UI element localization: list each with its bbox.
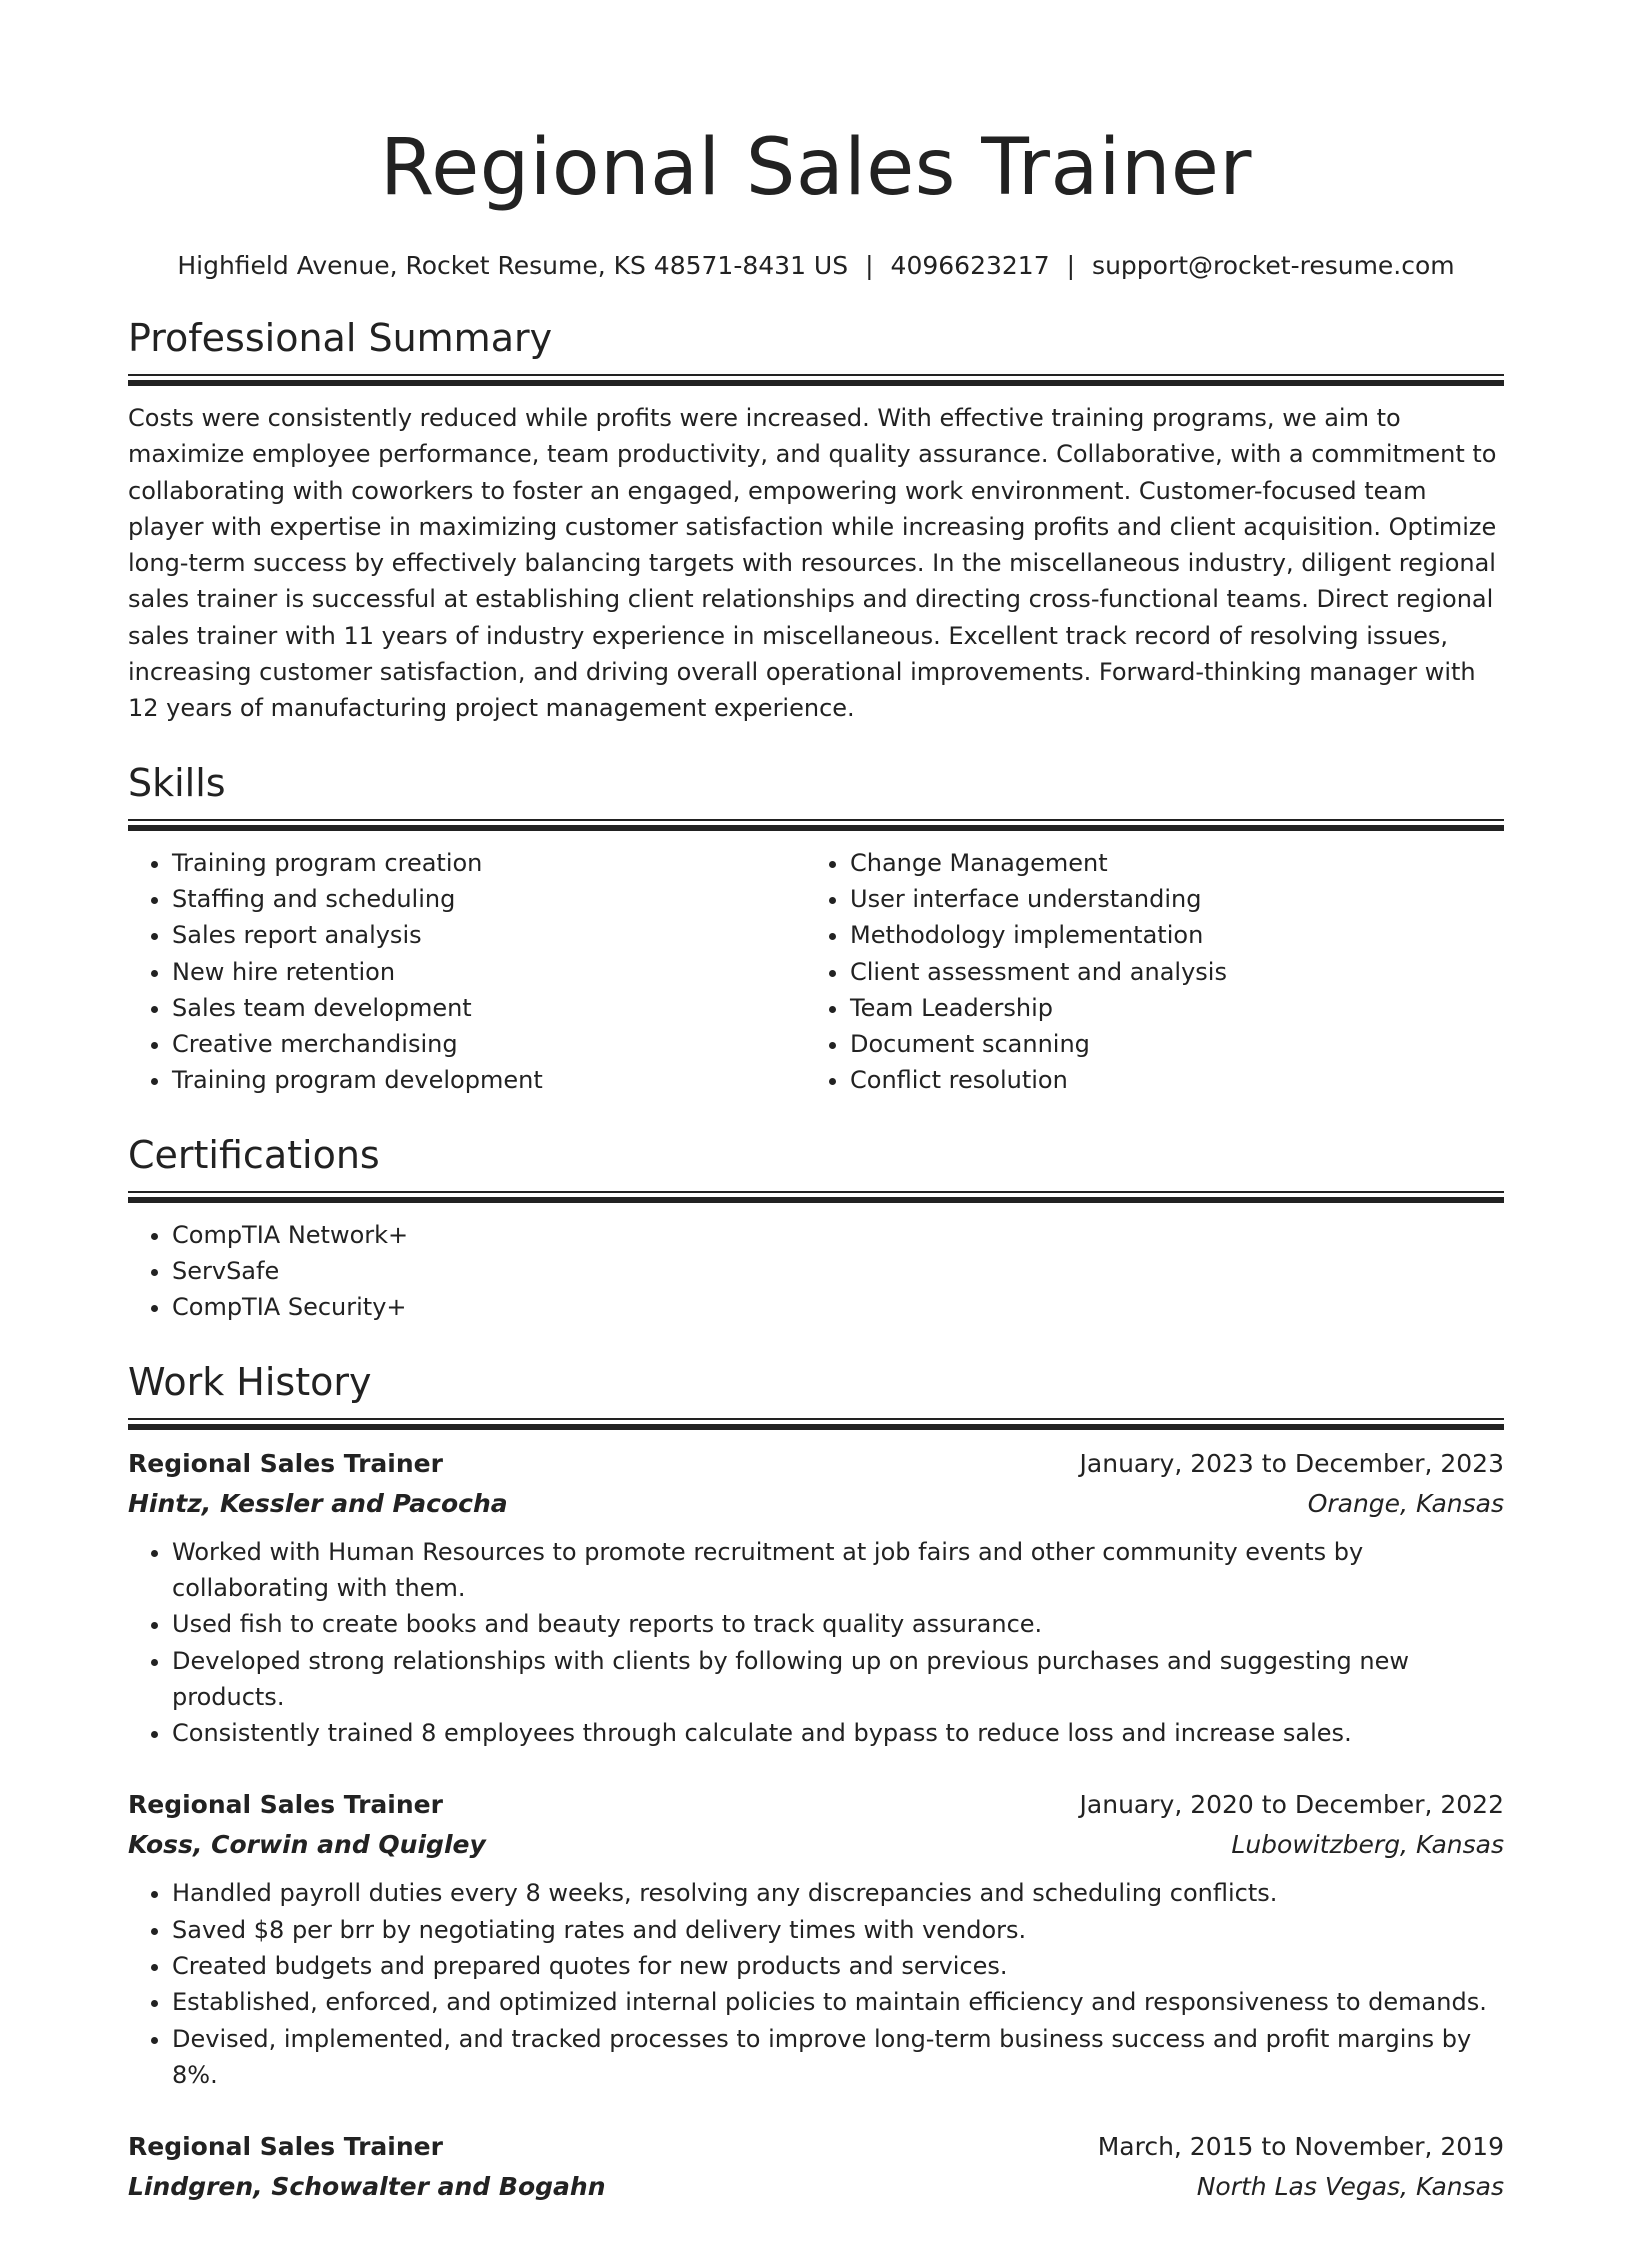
job-dates: January, 2023 to December, 2023 (1079, 1448, 1504, 1478)
skill-item: • User interface understanding (850, 881, 1484, 917)
certification-item: • CompTIA Security+ (172, 1289, 1504, 1325)
skills-columns (128, 845, 1504, 1099)
contact-address: Highfield Avenue, Rocket Resume, KS 48571-8431 US (177, 251, 849, 280)
job-location: Orange, Kansas (1307, 1488, 1504, 1518)
summary-text: Costs were consistently reduced while profits were increased. With effective training programs, we aim to maximize employee performance, team productivity, and quality assurance. Collaborative, with a commitment to collaborating with coworkers to foster an engaged, empowering work environment. Customer-focused team player with expertise in maximizing customer satisfaction while increasing profits and client acquisition. Optimize long-term success by effectively balancing targets with resources. In the miscellaneous industry, diligent regional sales trainer is successful at establishing client relationships and directing cross-functional teams. Direct regional sales trainer with 11 years of industry experience in miscellaneous. Excellent track record of resolving issues, increasing customer satisfaction, and driving overall operational improvements. Forward-thinking manager with 12 years of manufacturing project management experience. (128, 404, 1497, 723)
job-location: Lubowitzberg, Kansas (1231, 1830, 1504, 1860)
job-bullet: • Used fish to create books and beauty reports to track quality assurance. (172, 1606, 1504, 1642)
job-bullet: • Consistently trained 8 employees through calculate and bypass to reduce loss and increase sales. (172, 1715, 1504, 1751)
section-divider (128, 1418, 1504, 1430)
job-company: Hintz, Kessler and Pacocha (128, 1488, 508, 1518)
job-bullet: • Established, enforced, and optimized internal policies to maintain efficiency and responsiveness to demands. (172, 1984, 1504, 2020)
job-bullet: • Developed strong relationships with clients by following up on previous purchases and suggesting new products. (172, 1643, 1504, 1716)
contact-email: support@rocket-resume.com (1092, 251, 1455, 280)
resume-name: Regional Sales Trainer (380, 123, 1252, 213)
job-header-row (128, 2127, 1504, 2167)
skills-column-left (128, 845, 806, 1099)
skill-item: • Sales team development (172, 990, 806, 1026)
job-company-row (128, 1825, 1504, 1865)
job-company-row (128, 2167, 1504, 2207)
skill-item: • Staffing and scheduling (172, 881, 806, 917)
skill-item: • Client assessment and analysis (850, 954, 1484, 990)
section-divider (128, 1191, 1504, 1203)
summary-section (128, 312, 1504, 727)
skill-item: • Conflict resolution (850, 1062, 1484, 1098)
contact-separator: | (1066, 251, 1076, 280)
skill-item: • Sales report analysis (172, 917, 806, 953)
certifications-list (128, 1217, 1504, 1326)
skill-item: • Training program development (172, 1062, 806, 1098)
job-bullet-list (128, 1875, 1504, 2093)
skill-item: • New hire retention (172, 954, 806, 990)
job-title: Regional Sales Trainer (128, 2132, 443, 2162)
skills-column-right (806, 845, 1484, 1099)
certification-item: • CompTIA Network+ (172, 1217, 1504, 1253)
job-bullet: • Handled payroll duties every 8 weeks, resolving any discrepancies and scheduling conflicts. (172, 1875, 1504, 1911)
skills-heading: Skills (128, 760, 226, 805)
contact-phone: 4096623217 (890, 251, 1050, 280)
resume-page (128, 112, 1504, 2241)
summary-heading: Professional Summary (128, 316, 553, 360)
skill-item: • Methodology implementation (850, 917, 1484, 953)
job-bullet: • Saved $8 per brr by negotiating rates and delivery times with vendors. (172, 1912, 1504, 1948)
job-company: Koss, Corwin and Quigley (128, 1830, 486, 1860)
work-history-heading: Work History (128, 1359, 372, 1404)
certifications-section (128, 1129, 1504, 1326)
contact-separator: | (865, 251, 874, 280)
job-entry (128, 1785, 1504, 2093)
skill-item: • Team Leadership (850, 990, 1484, 1026)
contact-line (128, 246, 1504, 286)
job-location: North Las Vegas, Kansas (1196, 2172, 1504, 2202)
skill-item: • Change Management (850, 845, 1484, 881)
job-company-row (128, 1484, 1504, 1524)
section-divider (128, 819, 1504, 831)
job-bullet: • Created budgets and prepared quotes for new products and services. (172, 1948, 1504, 1984)
job-bullet: • Devised, implemented, and tracked processes to improve long-term business success and profit margins by 8%. (172, 2021, 1504, 2094)
skills-list-right (806, 845, 1484, 1099)
certifications-heading: Certifications (128, 1132, 380, 1177)
job-title: Regional Sales Trainer (128, 1448, 443, 1478)
job-dates: January, 2020 to December, 2022 (1079, 1790, 1504, 1820)
job-entry (128, 2127, 1504, 2207)
job-title: Regional Sales Trainer (128, 1790, 443, 1820)
skills-list-left (128, 845, 806, 1099)
job-header-row (128, 1444, 1504, 1484)
job-entry (128, 1444, 1504, 1752)
skill-item: • Creative merchandising (172, 1026, 806, 1062)
skill-item: • Document scanning (850, 1026, 1484, 1062)
certification-item: • ServSafe (172, 1253, 1504, 1289)
job-dates: March, 2015 to November, 2019 (1097, 2132, 1504, 2162)
section-divider (128, 374, 1504, 386)
job-header-row (128, 1785, 1504, 1825)
job-company: Lindgren, Schowalter and Bogahn (128, 2172, 606, 2202)
skills-section (128, 757, 1504, 1099)
job-bullet: • Worked with Human Resources to promote recruitment at job fairs and other community events by collaborating with them. (172, 1534, 1504, 1607)
job-bullet-list (128, 1534, 1504, 1752)
work-history-section (128, 1356, 1504, 2208)
skill-item: • Training program creation (172, 845, 806, 881)
